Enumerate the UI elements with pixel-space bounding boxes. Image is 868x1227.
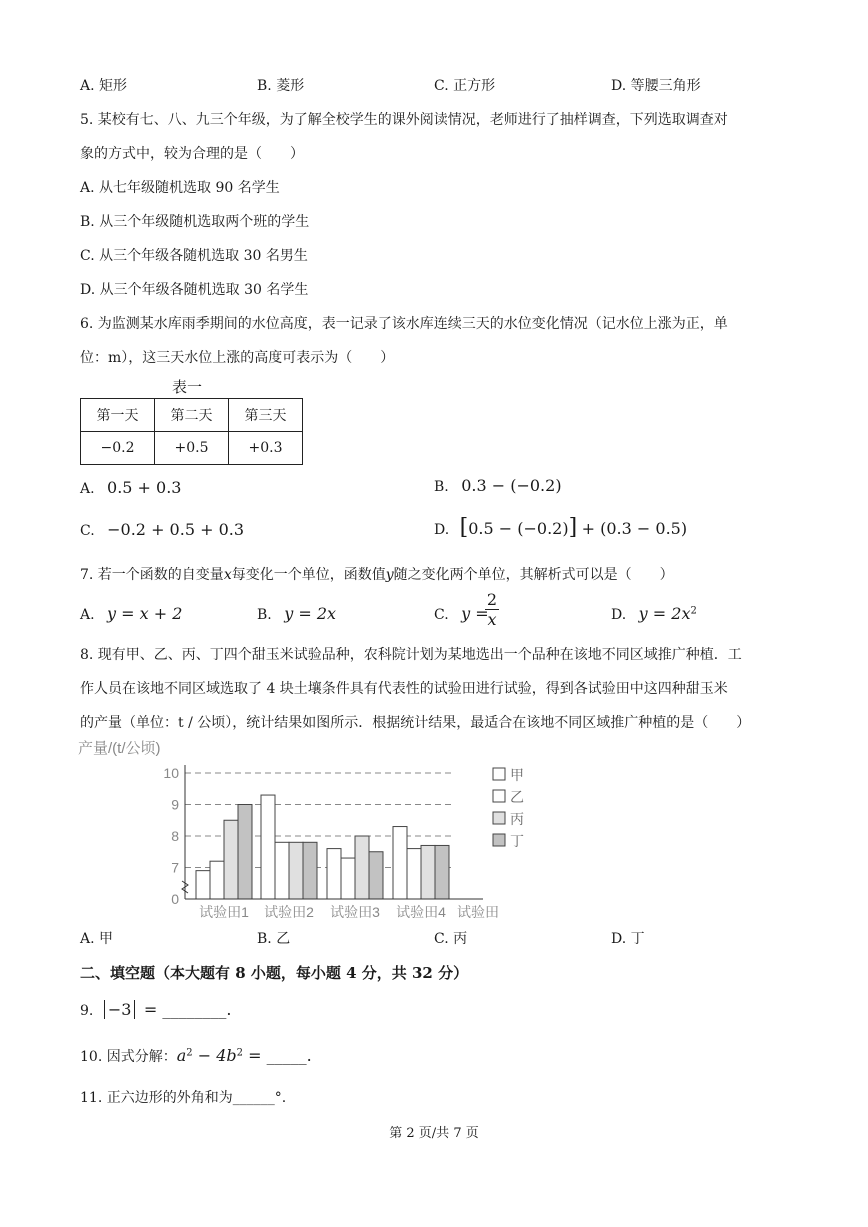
bar-甲 (327, 849, 341, 899)
q9 (80, 1000, 231, 1019)
q4-options (80, 75, 800, 97)
q4-option-b: B. 菱形 (257, 78, 305, 94)
bars (196, 795, 449, 899)
q7-option-a-expr: y = x + 2 (107, 604, 183, 623)
bar-甲 (393, 827, 407, 899)
fraction-numerator: 2 (486, 590, 498, 609)
bar-丙 (421, 845, 435, 899)
option-label: C. (434, 607, 449, 623)
q7-stem-pre: 7. 若一个函数的自变量 (80, 567, 224, 583)
x-categories (199, 904, 499, 920)
x-category-label: 试验田2 (264, 904, 314, 920)
bar-甲 (196, 871, 210, 899)
y-axis-label: 产量/(t/公顷) (78, 740, 161, 757)
q5-option-c: C. 从三个年级各随机选取 30 名男生 (80, 248, 308, 264)
right-bracket: ] (568, 515, 578, 540)
option-label: B. (257, 607, 272, 623)
bar-乙 (275, 842, 289, 899)
q10-suffix: = _____. (243, 1046, 312, 1065)
q6-option-c-expr: −0.2 + 0.5 + 0.3 (107, 520, 245, 539)
q7-option-c-y: y = (461, 604, 489, 623)
q6-option-d (434, 515, 687, 540)
q9-suffix: = ________. (143, 1000, 232, 1019)
bar-乙 (210, 861, 224, 899)
y-tick-label: 8 (171, 828, 179, 844)
legend-swatch (493, 834, 505, 846)
option-label: C. (80, 523, 95, 539)
q6-option-b-expr: 0.3 − (−0.2) (461, 476, 562, 495)
table-value-cell: −0.2 (81, 432, 155, 465)
q8-stem-line1: 8. 现有甲、乙、丙、丁四个甜玉米试验品种，农科院计划为某地选出一个品种在该地不同区域推广种植．工 (80, 647, 742, 663)
option-label: D. (611, 607, 627, 623)
bar-丁 (435, 845, 449, 899)
q11: 11. 正六边形的外角和为______°. (80, 1090, 287, 1106)
q7-option-b-expr: y = 2x (284, 604, 337, 623)
q6-stem-line2: 位：m），这三天水位上涨的高度可表示为（ ） (80, 350, 395, 366)
q8-option-c: C. 丙 (434, 931, 468, 947)
left-bracket: [ (459, 515, 469, 540)
table-value-cell: +0.5 (155, 432, 229, 465)
legend-swatch (493, 768, 505, 780)
table-header-cell: 第一天 (81, 399, 155, 432)
bar-甲 (261, 795, 275, 899)
y-tick-label: 7 (171, 859, 179, 876)
q9-prefix: 9. (80, 1003, 94, 1019)
table-header-cell: 第三天 (229, 399, 303, 432)
water-level-table (80, 398, 303, 465)
q6-option-c (80, 520, 244, 539)
q6-stem-line1: 6. 为监测某水库雨季期间的水位高度，表一记录了该水库连续三天的水位变化情况（记水位上涨为正，单 (80, 316, 728, 332)
legend-swatch (493, 812, 505, 824)
q6-option-b (434, 476, 562, 495)
x-category-label: 试验田3 (330, 904, 380, 920)
q6-option-a (80, 478, 181, 497)
q5-stem-line2: 象的方式中，较为合理的是（ ） (80, 146, 304, 162)
q8-options (80, 928, 800, 950)
legend-label: 乙 (510, 789, 524, 805)
q8-option-d: D. 丁 (611, 931, 645, 947)
q7-option-b (257, 604, 336, 623)
axis-break-mark (182, 881, 188, 893)
q8-option-b: B. 乙 (257, 931, 291, 947)
q7-stem-post: 随之变化两个单位，其解析式可以是（ ） (393, 567, 674, 583)
q5-option-a: A. 从七年级随机选取 90 名学生 (80, 180, 280, 196)
q6-option-a-expr: 0.5 + 0.3 (107, 478, 182, 497)
q7-option-a (80, 604, 182, 623)
option-label: D. (434, 522, 450, 538)
bar-丙 (224, 820, 238, 899)
page-footer: 第 2 页/共 7 页 (389, 1126, 479, 1141)
q7-stem-mid: 每变化一个单位，函数值 (231, 567, 386, 583)
y-ticks (163, 765, 179, 907)
table-header-cell: 第二天 (155, 399, 229, 432)
q5-stem-line1: 5. 某校有七、八、九三个年级，为了解全校学生的课外阅读情况，老师进行了抽样调查，下列选取调查对 (80, 112, 728, 128)
q9-abs-value: −3 (104, 1000, 136, 1019)
x-category-label: 试验田1 (199, 904, 249, 920)
option-label: B. (434, 479, 449, 495)
y-tick-label: 10 (163, 765, 179, 781)
option-label: A. (80, 481, 95, 497)
table-header-row (81, 399, 303, 432)
q7-option-d (611, 604, 697, 623)
q10-expr-a: a (176, 1046, 187, 1065)
bar-丙 (289, 842, 303, 899)
yield-bar-chart (78, 735, 538, 925)
q7-option-c (434, 604, 489, 623)
var-y: y (385, 567, 394, 583)
q4-option-d: D. 等腰三角形 (611, 78, 701, 94)
legend-swatch (493, 790, 505, 802)
var-x: x (223, 567, 232, 583)
q5-option-d: D. 从三个年级各随机选取 30 名学生 (80, 282, 309, 298)
x-axis-end-label: 试验田 (457, 904, 499, 920)
q5-option-b: B. 从三个年级随机选取两个班的学生 (80, 214, 310, 230)
bar-丁 (369, 852, 383, 899)
q10-expr-mid: − 4b (192, 1046, 237, 1065)
bar-丙 (355, 836, 369, 899)
exponent: 2 (690, 605, 697, 617)
legend-label: 丁 (510, 833, 524, 849)
legend (493, 767, 524, 849)
exponent: 2 (236, 1047, 244, 1059)
q4-option-a: A. 矩形 (80, 78, 128, 94)
q7-option-d-expr: y = 2x (638, 604, 691, 623)
y-tick-label: 0 (171, 891, 179, 907)
q8-option-a: A. 甲 (80, 931, 114, 947)
bar-乙 (407, 849, 421, 899)
q10 (80, 1046, 312, 1066)
x-category-label: 试验田4 (396, 904, 446, 920)
exponent: 2 (186, 1047, 193, 1059)
y-tick-label: 9 (171, 796, 179, 813)
fraction-denominator: x (487, 610, 497, 629)
q7-stem (80, 564, 674, 584)
q10-prefix: 10. 因式分解： (80, 1049, 177, 1065)
table-value-row (81, 432, 303, 465)
section2-title: 二、填空题（本大题有 8 小题，每小题 4 分，共 32 分） (80, 964, 469, 982)
table-title: 表一 (172, 378, 203, 396)
q6-option-d-part1: 0.5 − (−0.2) (468, 519, 569, 538)
q8-stem-line2: 作人员在该地不同区域选取了 4 块土壤条件具有代表性的试验田进行试验，得到各试验田中这四种甜玉米 (80, 681, 728, 697)
option-label: A. (80, 607, 95, 623)
bar-乙 (341, 858, 355, 899)
legend-label: 丙 (510, 811, 524, 827)
bar-丁 (303, 842, 317, 899)
fraction (485, 591, 499, 630)
q4-option-c: C. 正方形 (434, 78, 496, 94)
q8-stem-line3: 的产量（单位：t / 公顷），统计结果如图所示．根据统计结果，最适合在该地不同区域推广种植的是（ ） (80, 715, 751, 731)
legend-label: 甲 (510, 767, 524, 783)
q6-option-d-part2: + (0.3 − 0.5) (581, 519, 688, 538)
bar-丁 (238, 805, 252, 900)
table-value-cell: +0.3 (229, 432, 303, 465)
